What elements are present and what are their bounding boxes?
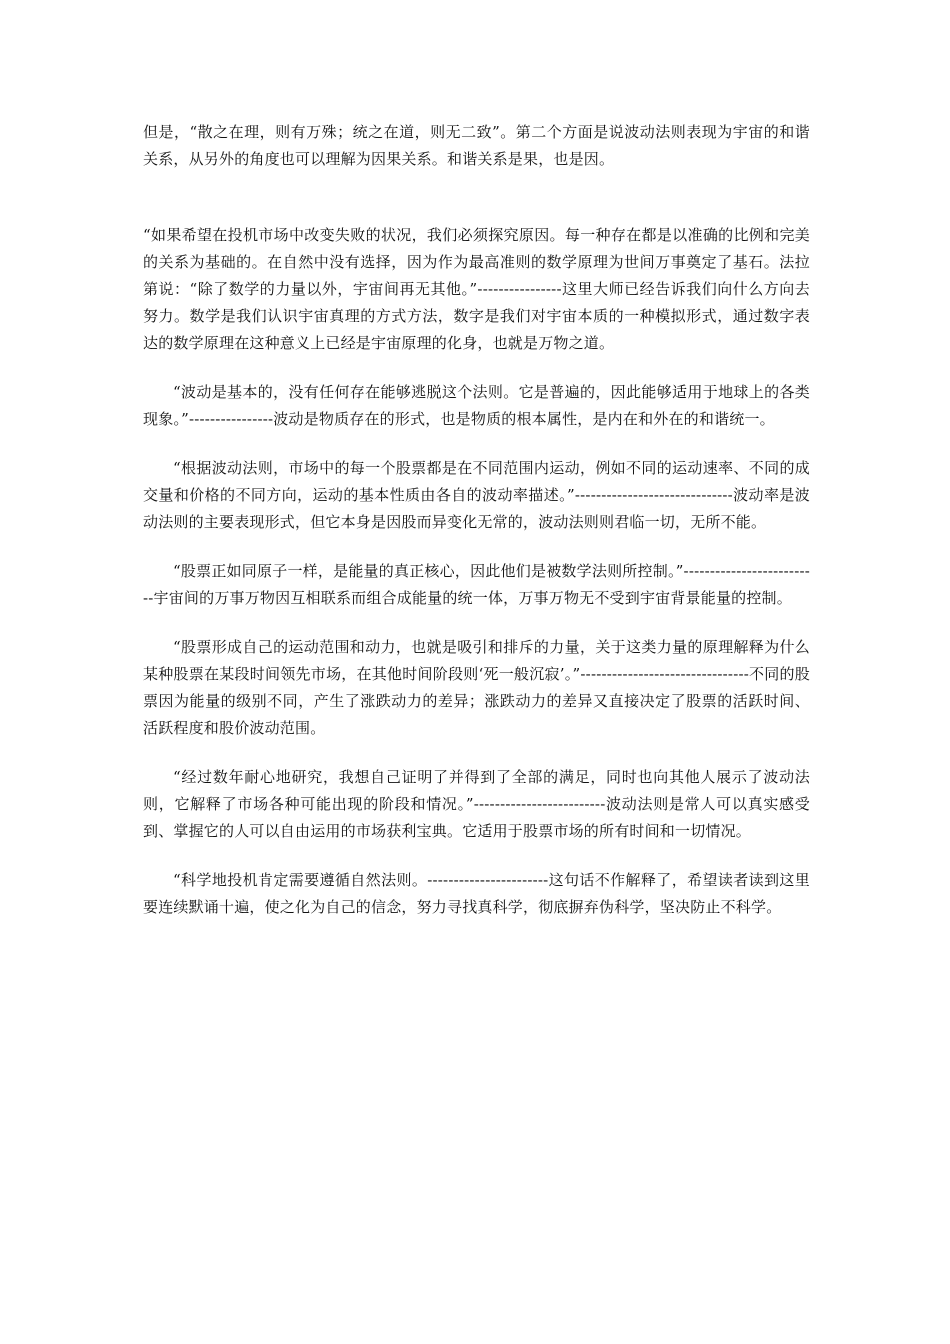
paragraph-mathematics-quote: “如果希望在投机市场中改变失败的状况，我们必须探究原因。每一种存在都是以准确的比例和完美的关系为基础的。在自然中没有选择，因为作为最高准则的数学原理为世间万事奠定了基石。法拉第说：“除了数学的力量以外，宇宙间再无其他。”----------------这里大师已经告诉我们向什么方向去努力。数学是我们认识宇宙真理的方式方法，数字是我们对宇宙本质的一种模拟形式，通过数字表达的数学原理在这种意义上已经是宇宙原理的化身，也就是万物之道。 bbox=[143, 226, 810, 352]
paragraph-wave-law-market: “根据波动法则，市场中的每一个股票都是在不同范围内运动，例如不同的运动速率、不同的成交量和价格的不同方向，运动的基本性质由各自的波动率描述。”------------------------------波动率是波动法则的主要表现形式，但它本身是因股而异变化无常的，波动法则则君临一切，无所不能。 bbox=[143, 459, 810, 531]
paragraph-intro: 但是，“散之在理，则有万殊；统之在道，则无二致”。第二个方面是说波动法则表现为宇宙的和谐关系，从另外的角度也可以理解为因果关系。和谐关系是果，也是因。 bbox=[143, 123, 810, 168]
paragraph-research: “经过数年耐心地研究，我想自己证明了并得到了全部的满足，同时也向其他人展示了波动法则，它解释了市场各种可能出现的阶段和情况。”-------------------------波动法则是常人可以真实感受到、掌握它的人可以自由运用的市场获利宝典。它适用于股票市场的所有时间和一切情况。 bbox=[143, 768, 810, 840]
document-body bbox=[143, 119, 810, 943]
paragraph-stock-atom: “股票正如同原子一样，是能量的真正核心，因此他们是被数学法则所控制。”--------------------------宇宙间的万事万物因互相联系而组合成能量的统一体，万事万物无不受到宇宙背景能量的控制。 bbox=[143, 562, 810, 607]
paragraph-stock-motion: “股票形成自己的运动范围和动力，也就是吸引和排斥的力量，关于这类力量的原理解释为什么某种股票在某段时间领先市场，在其他时间阶段则‘死一般沉寂’。”--------------------------------不同的股票因为能量的级别不同，产生了涨跌动力的差异；涨跌动力的差异又直接决定了股票的活跃时间、活跃程度和股价波动范围。 bbox=[143, 638, 810, 737]
paragraph-scientific-speculation: “科学地投机肯定需要遵循自然法则。-----------------------这句话不作解释了，希望读者读到这里要连续默诵十遍，使之化为自己的信念，努力寻找真科学，彻底摒弃伪科学，坚决防止不科学。 bbox=[143, 871, 810, 916]
paragraph-wave-basic: “波动是基本的，没有任何存在能够逃脱这个法则。它是普遍的，因此能够适用于地球上的各类现象。”----------------波动是物质存在的形式，也是物质的根本属性，是内在和外在的和谐统一。 bbox=[143, 383, 810, 428]
